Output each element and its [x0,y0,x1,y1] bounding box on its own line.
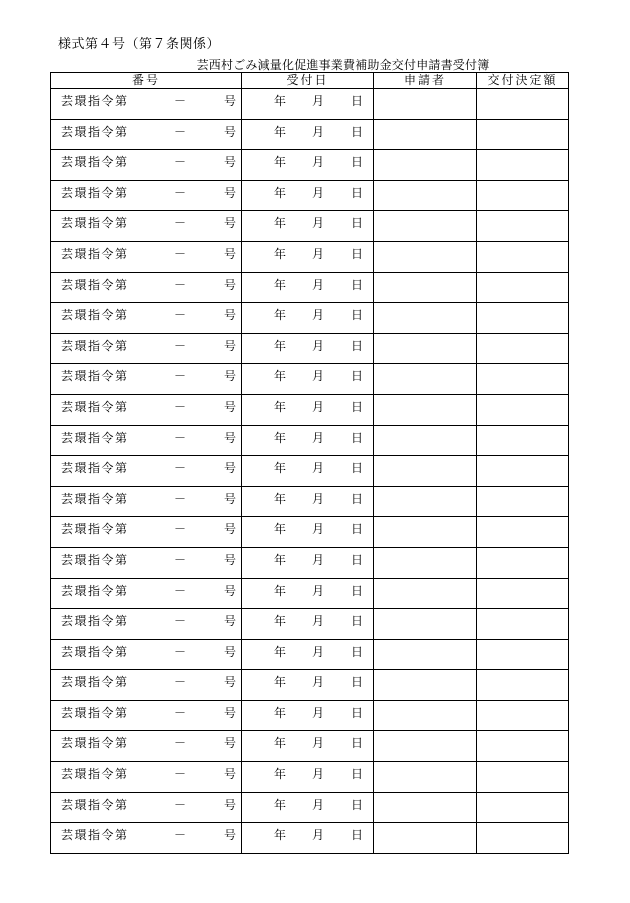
applicant-cell[interactable] [374,272,477,303]
month-label: 月 [312,308,325,323]
received-date-cell[interactable] [242,486,374,517]
applicant-cell[interactable] [374,731,477,762]
number-prefix: 芸環指令第 [61,522,129,537]
number-suffix: 号 [224,828,237,843]
number-cell[interactable] [51,578,242,609]
number-suffix: 号 [224,797,237,812]
number-cell[interactable] [51,762,242,793]
table-header-row [51,73,569,89]
number-dash: － [174,246,187,261]
year-label: 年 [274,614,287,629]
month-label: 月 [312,461,325,476]
number-suffix: 号 [224,705,237,720]
month-label: 月 [312,399,325,414]
received-date-cell[interactable] [242,578,374,609]
table-row [51,517,569,548]
year-label: 年 [274,155,287,170]
header-applicant: 申請者 [374,73,477,89]
grant-amount-cell[interactable] [477,578,569,609]
number-dash: － [174,94,187,108]
number-dash: － [174,736,187,751]
year-label: 年 [274,644,287,659]
number-dash: － [174,430,187,445]
number-dash: － [174,338,187,353]
number-prefix: 芸環指令第 [61,583,129,598]
grant-amount-cell[interactable] [477,823,569,854]
applicant-cell[interactable] [374,303,477,334]
year-label: 年 [274,767,287,782]
number-cell[interactable] [51,609,242,640]
number-suffix: 号 [224,522,237,537]
number-prefix: 芸環指令第 [61,369,129,384]
year-label: 年 [274,308,287,323]
number-suffix: 号 [224,675,237,690]
day-label: 日 [351,644,364,659]
received-date-cell[interactable] [242,394,374,425]
number-cell[interactable] [51,241,242,272]
day-label: 日 [351,308,364,323]
applicant-cell[interactable] [374,547,477,578]
day-label: 日 [351,614,364,629]
applicant-cell[interactable] [374,150,477,181]
number-cell[interactable] [51,792,242,823]
grant-amount-cell[interactable] [477,241,569,272]
day-label: 日 [351,216,364,231]
number-prefix: 芸環指令第 [61,644,129,659]
number-dash: － [174,155,187,170]
year-label: 年 [274,185,287,200]
received-date-cell[interactable] [242,517,374,548]
year-label: 年 [274,522,287,537]
applicant-cell[interactable] [374,119,477,150]
number-cell[interactable] [51,639,242,670]
number-cell[interactable] [51,425,242,456]
number-prefix: 芸環指令第 [61,308,129,323]
applicant-cell[interactable] [374,639,477,670]
table-row [51,486,569,517]
grant-amount-cell[interactable] [477,211,569,242]
month-label: 月 [312,185,325,200]
day-label: 日 [351,185,364,200]
number-cell[interactable] [51,394,242,425]
grant-amount-cell[interactable] [477,792,569,823]
day-label: 日 [351,491,364,506]
year-label: 年 [274,461,287,476]
received-date-cell[interactable] [242,670,374,701]
applicant-cell[interactable] [374,456,477,487]
year-label: 年 [274,369,287,384]
number-suffix: 号 [224,552,237,567]
number-prefix: 芸環指令第 [61,216,129,231]
received-date-cell[interactable] [242,456,374,487]
received-date-cell[interactable] [242,272,374,303]
number-cell[interactable] [51,180,242,211]
year-label: 年 [274,797,287,812]
number-dash: － [174,308,187,323]
day-label: 日 [351,767,364,782]
applicant-cell[interactable] [374,700,477,731]
day-label: 日 [351,94,364,108]
header-grant-amount: 交付決定額 [477,73,569,89]
table-row [51,394,569,425]
table-row [51,119,569,150]
number-dash: － [174,828,187,843]
table-row [51,456,569,487]
number-cell[interactable] [51,517,242,548]
number-suffix: 号 [224,614,237,629]
applicant-cell[interactable] [374,333,477,364]
applicant-cell[interactable] [374,89,477,120]
year-label: 年 [274,583,287,598]
month-label: 月 [312,736,325,751]
month-label: 月 [312,522,325,537]
month-label: 月 [312,155,325,170]
number-prefix: 芸環指令第 [61,338,129,353]
document-title: 芸西村ごみ減量化促進事業費補助金交付申請書受付簿 [196,58,490,72]
year-label: 年 [274,705,287,720]
applicant-cell[interactable] [374,762,477,793]
received-date-cell[interactable] [242,609,374,640]
table-row [51,792,569,823]
number-prefix: 芸環指令第 [61,614,129,629]
day-label: 日 [351,675,364,690]
table-row [51,639,569,670]
number-cell[interactable] [51,700,242,731]
month-label: 月 [312,675,325,690]
month-label: 月 [312,491,325,506]
day-label: 日 [351,797,364,812]
received-date-cell[interactable] [242,303,374,334]
grant-amount-cell[interactable] [477,394,569,425]
number-dash: － [174,583,187,598]
table-row [51,609,569,640]
number-cell[interactable] [51,486,242,517]
number-cell[interactable] [51,272,242,303]
day-label: 日 [351,399,364,414]
table-row [51,89,569,120]
header-received-date: 受付日 [242,73,374,89]
day-label: 日 [351,246,364,261]
table-row [51,150,569,181]
year-label: 年 [274,828,287,843]
number-cell[interactable] [51,303,242,334]
applicant-cell[interactable] [374,394,477,425]
month-label: 月 [312,705,325,720]
received-date-cell[interactable] [242,364,374,395]
number-prefix: 芸環指令第 [61,399,129,414]
table-row [51,731,569,762]
number-dash: － [174,124,187,139]
month-label: 月 [312,338,325,353]
number-prefix: 芸環指令第 [61,124,129,139]
number-cell[interactable] [51,670,242,701]
month-label: 月 [312,124,325,139]
grant-amount-cell[interactable] [477,180,569,211]
number-suffix: 号 [224,644,237,659]
number-suffix: 号 [224,185,237,200]
year-label: 年 [274,399,287,414]
table-row [51,547,569,578]
received-date-cell[interactable] [242,731,374,762]
receipt-register-table [50,72,569,854]
register-body [51,89,569,854]
number-dash: － [174,522,187,537]
grant-amount-cell[interactable] [477,333,569,364]
number-suffix: 号 [224,308,237,323]
applicant-cell[interactable] [374,486,477,517]
month-label: 月 [312,277,325,292]
day-label: 日 [351,277,364,292]
number-dash: － [174,797,187,812]
received-date-cell[interactable] [242,150,374,181]
day-label: 日 [351,828,364,843]
number-prefix: 芸環指令第 [61,246,129,261]
day-label: 日 [351,522,364,537]
grant-amount-cell[interactable] [477,303,569,334]
number-cell[interactable] [51,150,242,181]
received-date-cell[interactable] [242,425,374,456]
table-row [51,578,569,609]
month-label: 月 [312,767,325,782]
received-date-cell[interactable] [242,333,374,364]
grant-amount-cell[interactable] [477,639,569,670]
day-label: 日 [351,705,364,720]
grant-amount-cell[interactable] [477,89,569,120]
grant-amount-cell[interactable] [477,762,569,793]
number-suffix: 号 [224,399,237,414]
grant-amount-cell[interactable] [477,670,569,701]
month-label: 月 [312,797,325,812]
table-row [51,700,569,731]
grant-amount-cell[interactable] [477,700,569,731]
month-label: 月 [312,94,325,108]
received-date-cell[interactable] [242,700,374,731]
month-label: 月 [312,430,325,445]
day-label: 日 [351,430,364,445]
number-suffix: 号 [224,461,237,476]
number-prefix: 芸環指令第 [61,552,129,567]
table-row [51,303,569,334]
month-label: 月 [312,583,325,598]
table-row [51,241,569,272]
applicant-cell[interactable] [374,364,477,395]
number-suffix: 号 [224,94,237,108]
table-row [51,670,569,701]
grant-amount-cell[interactable] [477,547,569,578]
number-prefix: 芸環指令第 [61,185,129,200]
number-suffix: 号 [224,246,237,261]
month-label: 月 [312,216,325,231]
applicant-cell[interactable] [374,211,477,242]
day-label: 日 [351,369,364,384]
year-label: 年 [274,338,287,353]
number-dash: － [174,767,187,782]
year-label: 年 [274,277,287,292]
day-label: 日 [351,583,364,598]
number-prefix: 芸環指令第 [61,155,129,170]
number-suffix: 号 [224,491,237,506]
number-suffix: 号 [224,767,237,782]
grant-amount-cell[interactable] [477,731,569,762]
received-date-cell[interactable] [242,180,374,211]
received-date-cell[interactable] [242,241,374,272]
applicant-cell[interactable] [374,425,477,456]
applicant-cell[interactable] [374,180,477,211]
header-number: 番号 [51,73,242,89]
number-cell[interactable] [51,333,242,364]
day-label: 日 [351,736,364,751]
month-label: 月 [312,552,325,567]
number-prefix: 芸環指令第 [61,828,129,843]
grant-amount-cell[interactable] [477,517,569,548]
number-suffix: 号 [224,369,237,384]
grant-amount-cell[interactable] [477,609,569,640]
day-label: 日 [351,338,364,353]
number-cell[interactable] [51,211,242,242]
month-label: 月 [312,644,325,659]
number-prefix: 芸環指令第 [61,797,129,812]
number-cell[interactable] [51,89,242,120]
number-suffix: 号 [224,277,237,292]
number-cell[interactable] [51,547,242,578]
month-label: 月 [312,369,325,384]
received-date-cell[interactable] [242,211,374,242]
received-date-cell[interactable] [242,89,374,120]
applicant-cell[interactable] [374,823,477,854]
table-row [51,823,569,854]
year-label: 年 [274,94,287,108]
year-label: 年 [274,491,287,506]
number-cell[interactable] [51,731,242,762]
number-prefix: 芸環指令第 [61,767,129,782]
day-label: 日 [351,155,364,170]
number-prefix: 芸環指令第 [61,430,129,445]
table-row [51,762,569,793]
year-label: 年 [274,246,287,261]
number-dash: － [174,277,187,292]
number-suffix: 号 [224,124,237,139]
number-cell[interactable] [51,119,242,150]
number-cell[interactable] [51,364,242,395]
table-row [51,272,569,303]
number-suffix: 号 [224,430,237,445]
received-date-cell[interactable] [242,547,374,578]
table-row [51,211,569,242]
number-dash: － [174,461,187,476]
number-suffix: 号 [224,155,237,170]
year-label: 年 [274,552,287,567]
applicant-cell[interactable] [374,241,477,272]
number-cell[interactable] [51,456,242,487]
year-label: 年 [274,430,287,445]
number-prefix: 芸環指令第 [61,705,129,720]
number-suffix: 号 [224,216,237,231]
table-row [51,425,569,456]
number-dash: － [174,614,187,629]
number-suffix: 号 [224,736,237,751]
month-label: 月 [312,828,325,843]
applicant-cell[interactable] [374,609,477,640]
applicant-cell[interactable] [374,578,477,609]
year-label: 年 [274,216,287,231]
grant-amount-cell[interactable] [477,150,569,181]
day-label: 日 [351,124,364,139]
received-date-cell[interactable] [242,639,374,670]
applicant-cell[interactable] [374,670,477,701]
number-prefix: 芸環指令第 [61,736,129,751]
table-row [51,364,569,395]
number-dash: － [174,399,187,414]
year-label: 年 [274,675,287,690]
number-dash: － [174,491,187,506]
table-row [51,180,569,211]
number-prefix: 芸環指令第 [61,277,129,292]
year-label: 年 [274,124,287,139]
number-suffix: 号 [224,583,237,598]
number-dash: － [174,552,187,567]
grant-amount-cell[interactable] [477,364,569,395]
form-number-label: 様式第４号（第７条関係） [58,37,221,52]
table-row [51,333,569,364]
grant-amount-cell[interactable] [477,425,569,456]
number-dash: － [174,675,187,690]
number-suffix: 号 [224,338,237,353]
number-prefix: 芸環指令第 [61,491,129,506]
applicant-cell[interactable] [374,792,477,823]
number-dash: － [174,216,187,231]
number-cell[interactable] [51,823,242,854]
number-dash: － [174,705,187,720]
received-date-cell[interactable] [242,119,374,150]
number-dash: － [174,369,187,384]
number-dash: － [174,185,187,200]
number-prefix: 芸環指令第 [61,94,129,108]
month-label: 月 [312,246,325,261]
grant-amount-cell[interactable] [477,456,569,487]
grant-amount-cell[interactable] [477,272,569,303]
day-label: 日 [351,461,364,476]
applicant-cell[interactable] [374,517,477,548]
received-date-cell[interactable] [242,762,374,793]
day-label: 日 [351,552,364,567]
received-date-cell[interactable] [242,792,374,823]
number-prefix: 芸環指令第 [61,461,129,476]
number-dash: － [174,644,187,659]
year-label: 年 [274,736,287,751]
month-label: 月 [312,614,325,629]
grant-amount-cell[interactable] [477,486,569,517]
grant-amount-cell[interactable] [477,119,569,150]
received-date-cell[interactable] [242,823,374,854]
number-prefix: 芸環指令第 [61,675,129,690]
